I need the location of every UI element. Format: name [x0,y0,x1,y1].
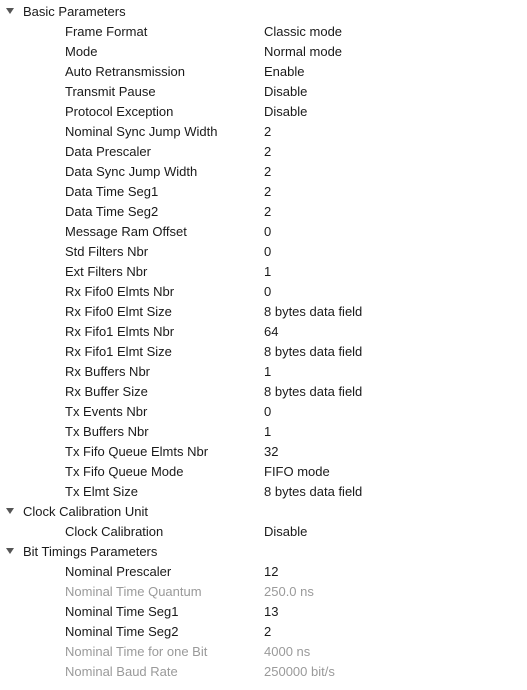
param-value[interactable]: Normal mode [264,44,343,59]
param-value[interactable]: 2 [264,124,272,139]
param-name: Rx Fifo1 Elmts Nbr [65,324,175,339]
param-value: 250000 bit/s [264,664,335,679]
group-basic-parameters[interactable] [0,2,527,22]
param-name: Frame Format [65,24,148,39]
param-value[interactable]: 0 [264,284,272,299]
param-name: Rx Fifo0 Elmt Size [65,304,172,319]
group-label: Clock Calibration Unit [23,504,148,519]
param-value[interactable]: 32 [264,444,279,459]
param-value[interactable]: Disable [264,524,308,539]
param-name: Rx Fifo1 Elmt Size [65,344,172,359]
param-value[interactable]: FIFO mode [264,464,330,479]
param-row-rx-buffers-nbr[interactable] [0,362,527,382]
param-value[interactable]: Disable [264,84,308,99]
chevron-down-icon[interactable] [6,548,14,554]
param-value[interactable]: 8 bytes data field [264,384,363,399]
param-value[interactable]: 64 [264,324,279,339]
param-row-tx-fifo-queue-elmts-nbr[interactable] [0,442,527,462]
param-name: Tx Fifo Queue Elmts Nbr [65,444,209,459]
param-name: Tx Fifo Queue Mode [65,464,184,479]
param-row-mode[interactable] [0,42,527,62]
param-row-rx-fifo1-elmt-size[interactable] [0,342,527,362]
param-value[interactable]: 2 [264,164,272,179]
param-name: Ext Filters Nbr [65,264,148,279]
param-value[interactable]: 0 [264,224,272,239]
param-name: Rx Buffers Nbr [65,364,151,379]
param-name: Mode [65,44,98,59]
param-name: Data Time Seg2 [65,204,159,219]
param-value[interactable]: 8 bytes data field [264,304,363,319]
param-name: Data Time Seg1 [65,184,159,199]
param-row-message-ram-offset[interactable] [0,222,527,242]
param-row-nominal-sync-jump-width[interactable] [0,122,527,142]
param-row-nominal-time-seg2[interactable] [0,622,527,642]
param-row-ext-filters-nbr[interactable] [0,262,527,282]
param-value[interactable]: 1 [264,364,272,379]
param-value[interactable]: 8 bytes data field [264,484,363,499]
param-row-frame-format[interactable] [0,22,527,42]
param-value[interactable]: 0 [264,404,272,419]
param-name: Nominal Time Seg1 [65,604,179,619]
param-row-tx-events-nbr[interactable] [0,402,527,422]
chevron-down-icon[interactable] [6,508,14,514]
param-row-nominal-baud-rate [0,662,527,682]
param-name: Transmit Pause [65,84,156,99]
param-name: Nominal Prescaler [65,564,172,579]
param-name: Nominal Sync Jump Width [65,124,218,139]
param-name: Tx Buffers Nbr [65,424,149,439]
param-row-clock-calibration[interactable] [0,522,527,542]
param-name: Protocol Exception [65,104,174,119]
group-label: Bit Timings Parameters [23,544,158,559]
param-value[interactable]: 2 [264,184,272,199]
param-name: Nominal Time for one Bit [65,644,208,659]
param-row-transmit-pause[interactable] [0,82,527,102]
param-value[interactable]: 2 [264,624,272,639]
param-name: Clock Calibration [65,524,164,539]
chevron-down-icon[interactable] [6,8,14,14]
param-row-data-time-seg2[interactable] [0,202,527,222]
param-name: Data Prescaler [65,144,151,159]
param-row-data-sync-jump-width[interactable] [0,162,527,182]
param-name: Rx Buffer Size [65,384,148,399]
group-label: Basic Parameters [23,4,126,19]
param-name: Message Ram Offset [65,224,187,239]
param-row-auto-retransmission[interactable] [0,62,527,82]
param-row-data-prescaler[interactable] [0,142,527,162]
param-name: Data Sync Jump Width [65,164,198,179]
param-name: Nominal Baud Rate [65,664,178,679]
param-row-rx-fifo1-elmts-nbr[interactable] [0,322,527,342]
param-row-nominal-prescaler[interactable] [0,562,527,582]
param-value[interactable]: Disable [264,104,308,119]
param-row-rx-fifo0-elmt-size[interactable] [0,302,527,322]
param-value: 250.0 ns [264,584,314,599]
param-row-nominal-time-seg1[interactable] [0,602,527,622]
param-row-nominal-time-for-one-bit [0,642,527,662]
param-value[interactable]: 12 [264,564,279,579]
param-name: Auto Retransmission [65,64,185,79]
param-row-tx-fifo-queue-mode[interactable] [0,462,527,482]
param-value[interactable]: 13 [264,604,279,619]
param-value: 4000 ns [264,644,311,659]
param-row-tx-elmt-size[interactable] [0,482,527,502]
group-bit-timings-parameters[interactable] [0,542,527,562]
param-value[interactable]: 2 [264,204,272,219]
param-value[interactable]: 8 bytes data field [264,344,363,359]
param-name: Tx Elmt Size [65,484,138,499]
param-row-protocol-exception[interactable] [0,102,527,122]
param-value[interactable]: 1 [264,424,272,439]
param-row-rx-buffer-size[interactable] [0,382,527,402]
param-name: Nominal Time Seg2 [65,624,179,639]
group-clock-calibration-unit[interactable] [0,502,527,522]
param-row-rx-fifo0-elmts-nbr[interactable] [0,282,527,302]
param-name: Tx Events Nbr [65,404,148,419]
param-value[interactable]: 0 [264,244,272,259]
param-name: Std Filters Nbr [65,244,149,259]
param-value[interactable]: Enable [264,64,305,79]
param-row-nominal-time-quantum [0,582,527,602]
param-row-std-filters-nbr[interactable] [0,242,527,262]
param-value[interactable]: 1 [264,264,272,279]
param-row-tx-buffers-nbr[interactable] [0,422,527,442]
param-row-data-time-seg1[interactable] [0,182,527,202]
param-name: Rx Fifo0 Elmts Nbr [65,284,175,299]
param-value[interactable]: Classic mode [264,24,343,39]
param-value[interactable]: 2 [264,144,272,159]
param-name: Nominal Time Quantum [65,584,202,599]
